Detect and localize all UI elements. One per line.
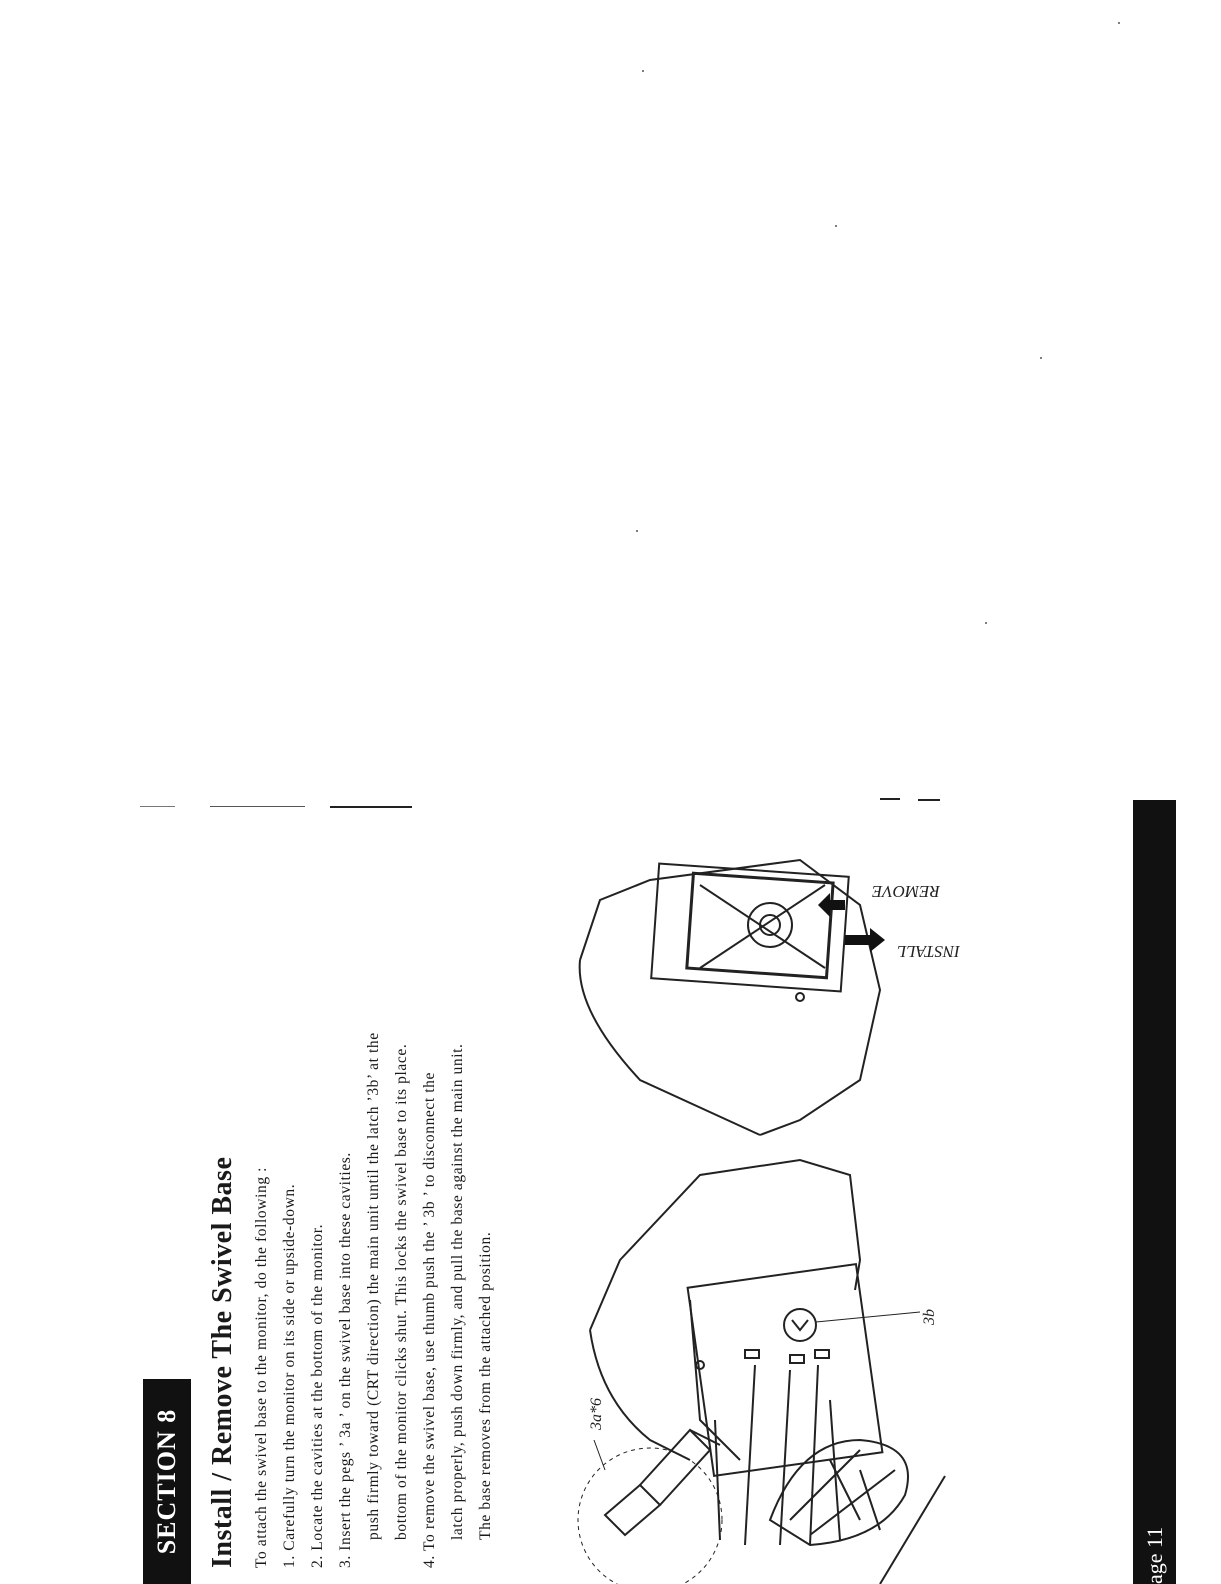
scan-speck [636,530,638,532]
step-2: 2. Locate the cavities at the bottom of the monitor. [309,1223,326,1568]
callout-peg: 3a*6 [588,1398,605,1430]
step-3-cont-2: bottom of the monitor clicks shut. This locks the swivel base to its place. [393,1043,410,1540]
remove-label: REMOVE [872,882,940,901]
callout-latch: 3b [921,1309,938,1325]
page-heading: Install / Remove The Swivel Base [207,1156,238,1568]
scan-speck [642,70,644,72]
install-label: INSTALL [897,942,960,961]
step-1: 1. Carefully turn the monitor on its side or upside-down. [281,1183,298,1568]
intro-text: To attach the swivel base to the monitor, do the following : [253,1166,270,1568]
step-4: 4. To remove the swivel base, use thumb push the ’ 3b ’ to disconnect the [421,1072,438,1568]
step-4-cont-2: The base removes from the attached position. [477,1231,494,1540]
section-badge: SECTION 8 [143,1379,191,1584]
step-4-cont-1: latch properly, push down firmly, and pull the base against the main unit. [449,1043,466,1540]
install-arrow-icon [845,928,885,952]
step-3-cont-1: push firmly toward (CRT direction) the main unit until the latch ’3b’ at the [365,1032,382,1540]
page-number: age 11 [1142,1526,1167,1584]
scan-speck [835,225,837,227]
scan-speck [1118,22,1120,24]
scan-speck [985,622,987,624]
scan-speck [1040,357,1042,359]
step-3: 3. Insert the pegs ’ 3a ’ on the swivel base into these cavities. [337,1152,354,1568]
